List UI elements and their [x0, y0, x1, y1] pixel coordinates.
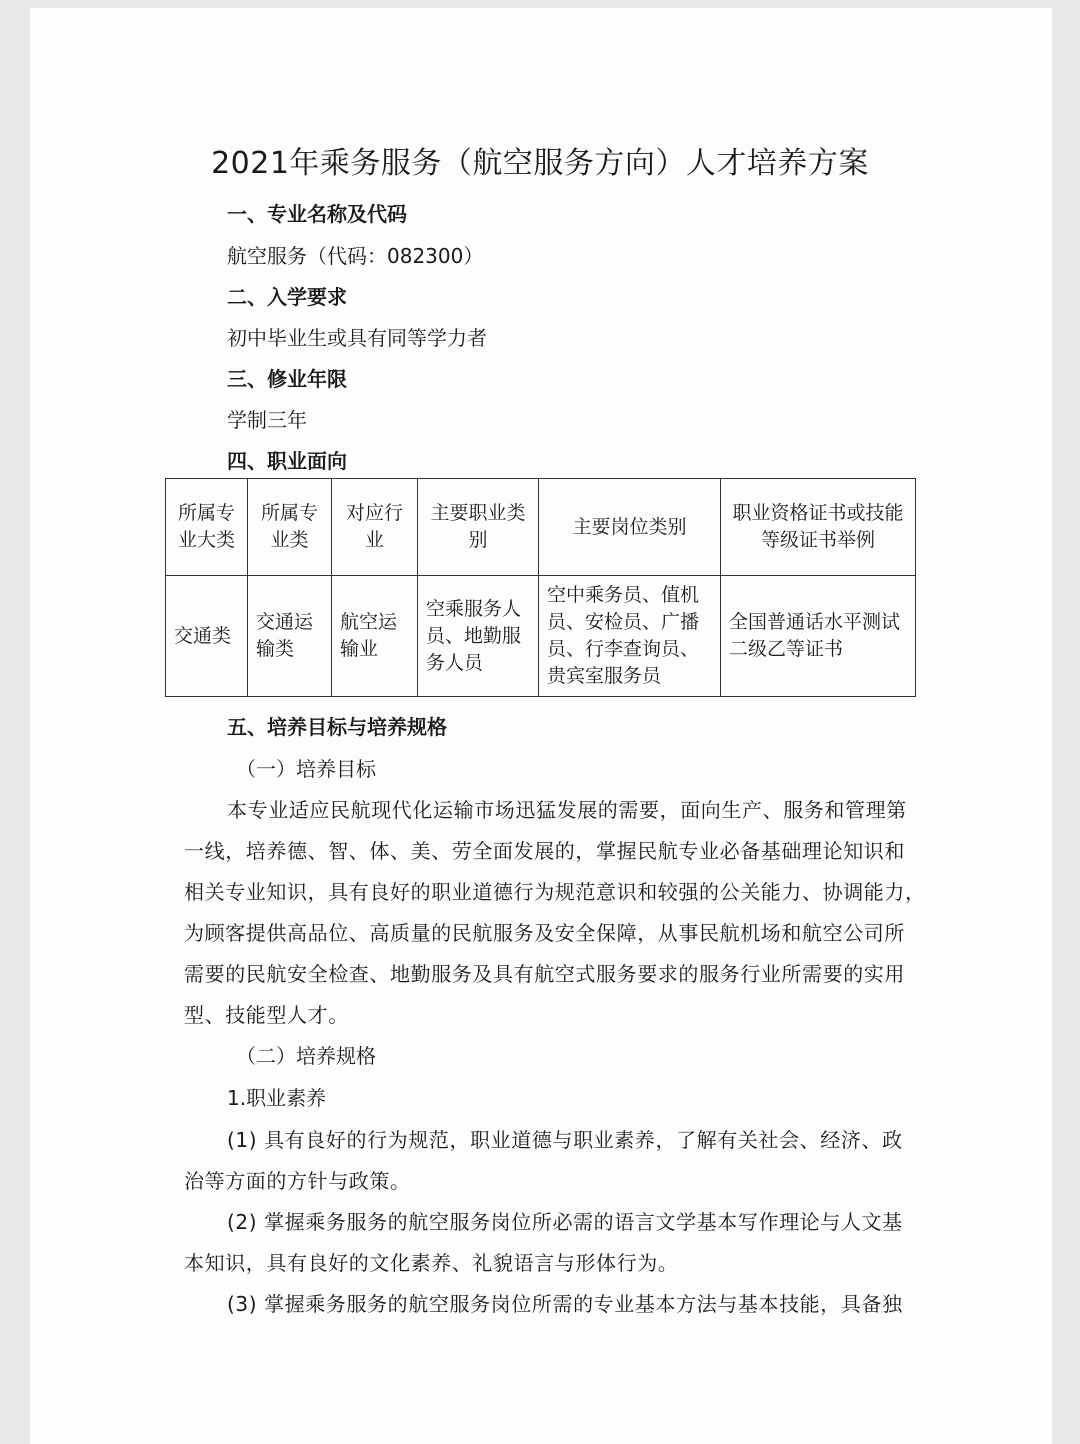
subsection-item-heading: 1.职业素养 — [227, 1086, 327, 1110]
paragraph-line: 需要的民航安全检查、地勤服务及具有航空式服务要求的服务行业所需要的实用 — [184, 962, 905, 986]
paragraph-line: 本专业适应民航现代化运输市场迅猛发展的需要，面向生产、服务和管理第 — [227, 798, 907, 822]
table-cell: 交通运输类 — [248, 576, 332, 697]
section-heading-3: 三、修业年限 — [227, 367, 347, 391]
paragraph-line: 型、技能型人才。 — [184, 1003, 349, 1027]
section-heading-4: 四、职业面向 — [227, 449, 347, 473]
subsection-heading-goal: （一）培养目标 — [236, 757, 376, 781]
table-header-row — [166, 479, 916, 576]
document-title: 2021年乘务服务（航空服务方向）人才培养方案 — [211, 146, 869, 181]
section-heading-5: 五、培养目标与培养规格 — [227, 715, 447, 739]
table-cell: 交通类 — [166, 576, 248, 697]
list-item: (2) 掌握乘务服务的航空服务岗位所必需的语言文学基本写作理论与人文基 — [227, 1210, 903, 1234]
table-cell: 全国普通话水平测试二级乙等证书 — [721, 576, 916, 697]
section-text-3: 学制三年 — [227, 408, 307, 432]
table-cell: 空中乘务员、值机员、安检员、广播员、行李查询员、贵宾室服务员 — [539, 576, 721, 697]
list-item: (1) 具有良好的行为规范，职业道德与职业素养，了解有关社会、经济、政 — [227, 1128, 903, 1152]
table-header-cell: 对应行业 — [332, 479, 418, 576]
table-header-cell: 职业资格证书或技能等级证书举例 — [721, 479, 916, 576]
table-row — [166, 576, 916, 697]
list-item: (3) 掌握乘务服务的航空服务岗位所需的专业基本方法与基本技能，具备独 — [227, 1292, 903, 1316]
table-cell: 空乘服务人员、地勤服务人员 — [418, 576, 539, 697]
list-item: 治等方面的方针与政策。 — [184, 1169, 411, 1193]
table-header-cell: 主要岗位类别 — [539, 479, 721, 576]
section-heading-2: 二、入学要求 — [227, 285, 347, 309]
paragraph-line: 相关专业知识，具有良好的职业道德行为规范意识和较强的公关能力、协调能力， — [184, 880, 926, 904]
paragraph-line: 一线，培养德、智、体、美、劳全面发展的，掌握民航专业必备基础理论知识和 — [184, 839, 905, 863]
section-text-1: 航空服务（代码：082300） — [227, 244, 484, 268]
career-table — [165, 478, 916, 697]
section-text-2: 初中毕业生或具有同等学力者 — [227, 326, 487, 350]
section-heading-1: 一、专业名称及代码 — [227, 202, 407, 226]
table-header-cell: 主要职业类别 — [418, 479, 539, 576]
table-cell: 航空运输业 — [332, 576, 418, 697]
list-item: 本知识，具有良好的文化素养、礼貌语言与形体行为。 — [184, 1251, 679, 1275]
table-header-cell: 所属专业类 — [248, 479, 332, 576]
paragraph-line: 为顾客提供高品位、高质量的民航服务及安全保障，从事民航机场和航空公司所 — [184, 921, 905, 945]
subsection-heading-spec: （二）培养规格 — [236, 1044, 376, 1068]
table-header-cell: 所属专业大类 — [166, 479, 248, 576]
